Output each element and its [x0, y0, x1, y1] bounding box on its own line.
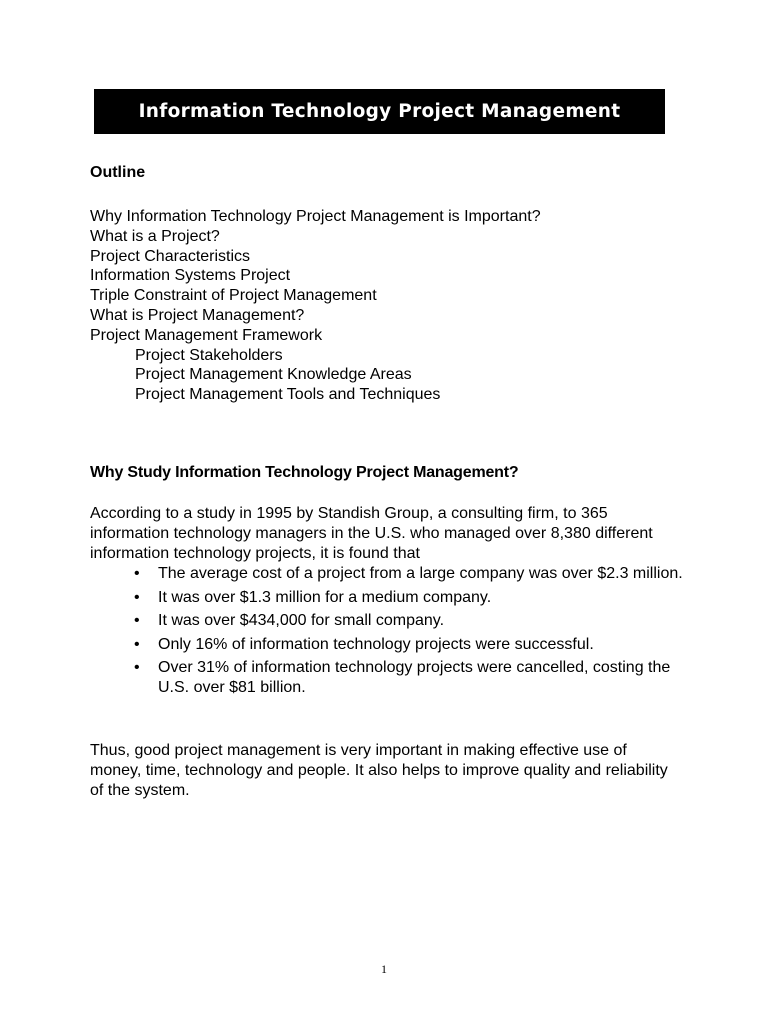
outline-item: What is a Project? — [90, 227, 220, 245]
outline-item: What is Project Management? — [90, 306, 305, 324]
bullet-item — [90, 588, 690, 608]
outline-list — [90, 207, 541, 405]
outline-subitem: Project Management Knowledge Areas — [135, 366, 412, 384]
bullet-text: It was over $434,000 for small company. — [158, 612, 445, 630]
bullet-icon: • — [134, 659, 140, 677]
bullet-item — [90, 611, 690, 631]
bullet-icon: • — [134, 565, 140, 582]
outline-item: Why Information Technology Project Management is Important? — [90, 208, 541, 225]
bullet-icon: • — [134, 612, 140, 630]
outline-subitem: Project Stakeholders — [135, 346, 283, 364]
document-title-banner — [94, 89, 665, 134]
outline-subitem: Project Management Tools and Techniques — [135, 386, 441, 404]
bullet-item — [90, 564, 690, 584]
intro-paragraph: According to a study in 1995 by Standish Group, a consulting firm, to 365 information technology managers in the U.S. who managed over 8,380 different information technology projects, it is found that — [90, 505, 653, 562]
outline-item: Project Management Framework — [90, 326, 323, 344]
bullet-item — [90, 658, 690, 697]
page-number: 1 — [381, 962, 387, 976]
conclusion-paragraph: Thus, good project management is very important in making effective use of money, time, technology and people. It also helps to improve quality and reliability of the system. — [90, 742, 668, 799]
bullet-icon: • — [134, 635, 140, 653]
bullet-text: Only 16% of information technology projects were successful. — [158, 635, 594, 653]
outline-item: Project Characteristics — [90, 247, 251, 265]
bullet-text: The average cost of a project from a large company was over $2.3 million. — [158, 565, 683, 582]
bullet-text: Over 31% of information technology projects were cancelled, costing the U.S. over $81 billion. — [158, 659, 671, 696]
outline-heading: Outline — [90, 164, 146, 181]
bullet-item — [90, 635, 690, 655]
section-heading: Why Study Information Technology Project Management? — [90, 464, 519, 481]
statistics-bullet-list — [90, 564, 690, 702]
bullet-text: It was over $1.3 million for a medium company. — [158, 588, 492, 606]
outline-item: Information Systems Project — [90, 267, 291, 285]
outline-item: Triple Constraint of Project Management — [90, 287, 377, 305]
document-title: Information Technology Project Management — [138, 101, 621, 122]
bullet-icon: • — [134, 588, 140, 606]
